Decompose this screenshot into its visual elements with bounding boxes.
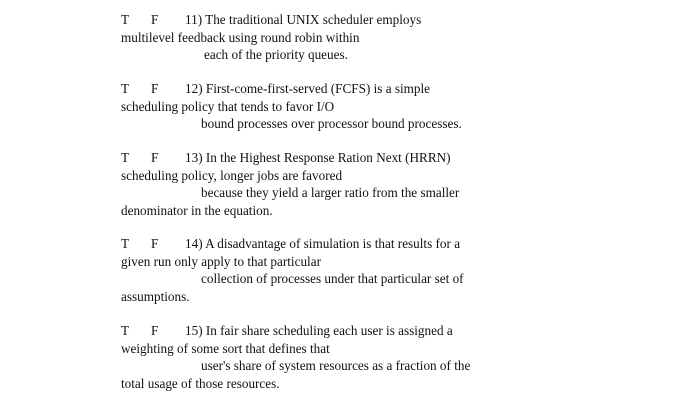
question-text: because they yield a larger ratio from the smaller	[201, 185, 460, 200]
question-text: multilevel feedback using round robin within	[121, 29, 360, 45]
question-text: scheduling policy, longer jobs are favored	[121, 167, 343, 183]
question-text: scheduling policy that tends to favor I/O	[121, 98, 335, 114]
question-text: user's share of system resources as a fraction of the	[201, 358, 471, 373]
question-first-line	[121, 322, 541, 340]
question-text: weighting of some sort that defines that	[121, 340, 330, 356]
question-text: denominator in the equation.	[121, 202, 273, 218]
question-text: each of the priority queues.	[204, 47, 348, 62]
false-option[interactable]: F	[151, 150, 159, 165]
question-15	[121, 322, 541, 392]
question-14	[121, 235, 541, 305]
question-text: assumptions.	[121, 288, 190, 304]
question-text: total usage of those resources.	[121, 375, 280, 391]
question-text: 15) In fair share scheduling each user is assigned a	[185, 323, 453, 338]
question-text: bound processes over processor bound processes.	[201, 116, 462, 131]
true-option[interactable]: T	[121, 150, 130, 165]
question-13	[121, 149, 541, 219]
question-text: 14) A disadvantage of simulation is that results for a	[185, 236, 461, 251]
true-option[interactable]: T	[121, 236, 130, 251]
question-text: 11) The traditional UNIX scheduler employs	[185, 12, 422, 27]
true-option[interactable]: T	[121, 12, 130, 27]
question-text: 13) In the Highest Response Ration Next (HRRN)	[185, 150, 451, 165]
question-12	[121, 80, 541, 133]
true-option[interactable]: T	[121, 81, 130, 96]
question-first-line	[121, 11, 541, 29]
question-11	[121, 11, 541, 64]
question-first-line	[121, 149, 541, 167]
false-option[interactable]: F	[151, 12, 159, 27]
question-first-line	[121, 80, 541, 98]
false-option[interactable]: F	[151, 323, 159, 338]
false-option[interactable]: F	[151, 81, 159, 96]
question-text: given run only apply to that particular	[121, 253, 321, 269]
true-option[interactable]: T	[121, 323, 130, 338]
question-text: collection of processes under that particular set of	[201, 271, 464, 286]
question-text: 12) First-come-first-served (FCFS) is a simple	[185, 81, 431, 96]
false-option[interactable]: F	[151, 236, 159, 251]
question-first-line	[121, 235, 541, 253]
